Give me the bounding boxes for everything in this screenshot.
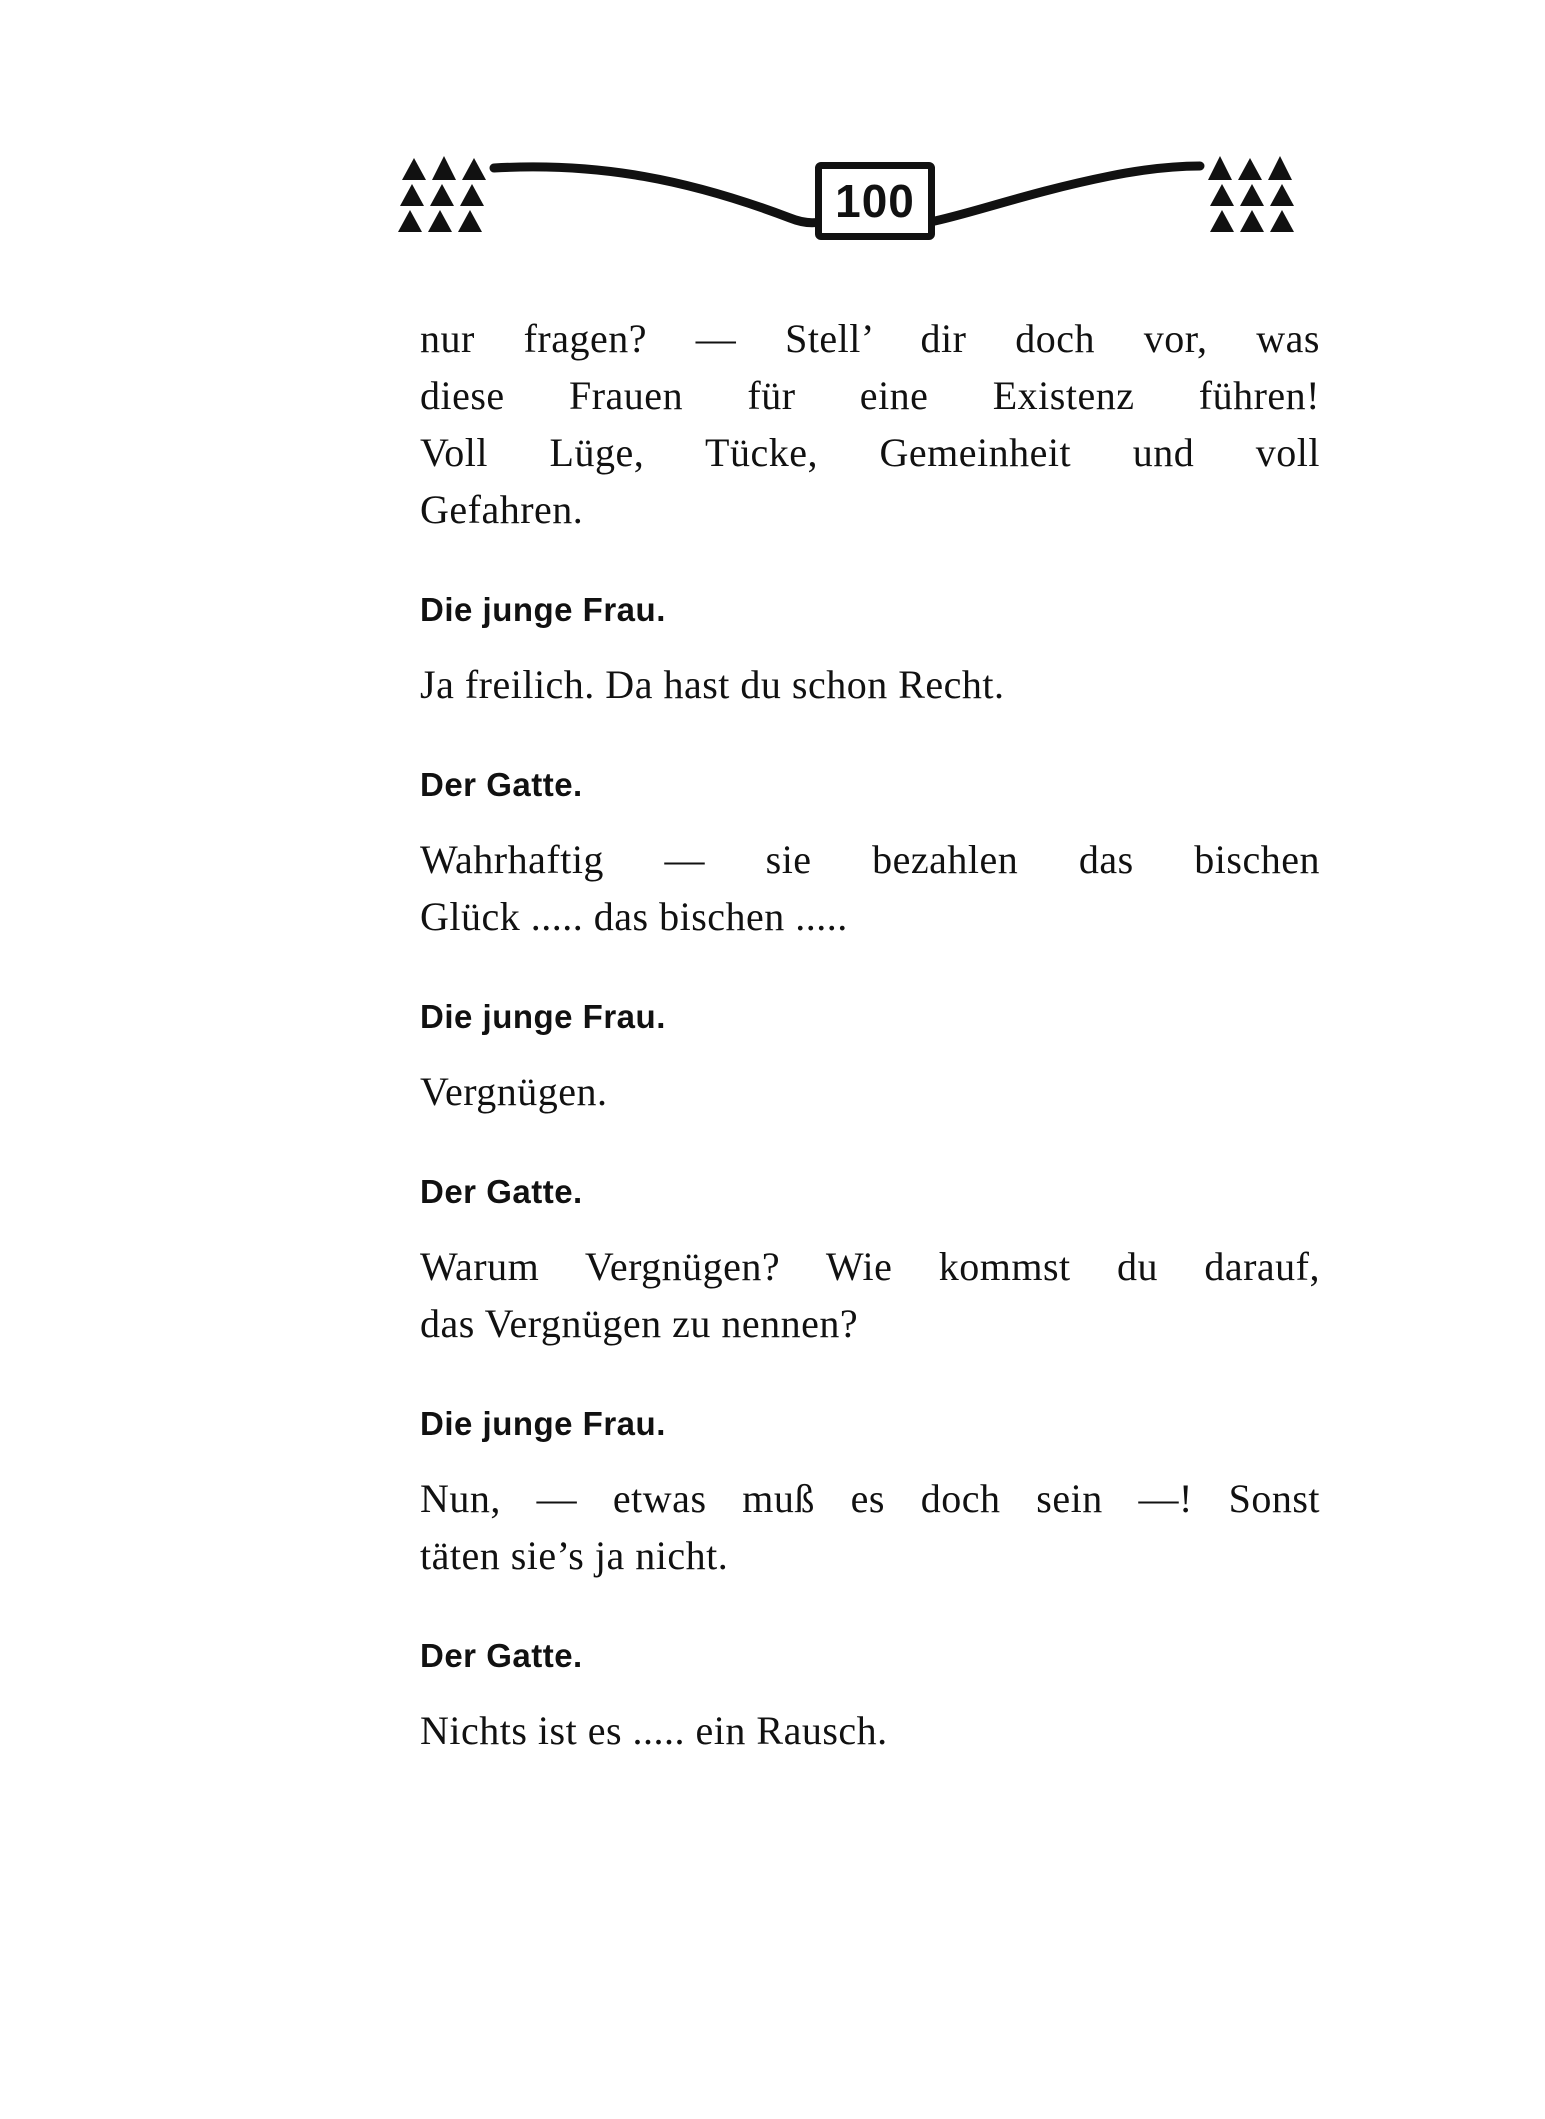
page-body	[420, 310, 1320, 1759]
text-line: Wahrhaftig — sie bezahlen das bischen	[420, 837, 1320, 882]
opening-paragraph	[420, 310, 1320, 538]
text-line: nur fragen? — Stell’ dir doch vor, was	[420, 316, 1320, 361]
text-line: Glück ..... das bischen .....	[420, 894, 848, 939]
text-line: das Vergnügen zu nennen?	[420, 1301, 859, 1346]
speaker-name: Der Gatte.	[420, 766, 583, 803]
speaker-name: Der Gatte.	[420, 1637, 583, 1674]
text-line: Warum Vergnügen? Wie kommst du darauf,	[420, 1244, 1320, 1289]
speaker-name: Die junge Frau.	[420, 998, 666, 1035]
speech-paragraph	[420, 1702, 1320, 1759]
text-line: Vergnügen.	[420, 1069, 608, 1114]
page-number: 100	[835, 175, 915, 227]
speech-paragraph	[420, 656, 1320, 713]
speech-paragraph	[420, 1238, 1320, 1352]
text-line: Ja freilich. Da hast du schon Recht.	[420, 662, 1005, 707]
text-line: Voll Lüge, Tücke, Gemeinheit und voll	[420, 430, 1320, 475]
speaker-name: Die junge Frau.	[420, 1405, 666, 1442]
speaker-name: Die junge Frau.	[420, 591, 666, 628]
text-line: täten sie’s ja nicht.	[420, 1533, 729, 1578]
text-line: diese Frauen für eine Existenz führen!	[420, 373, 1320, 418]
text-line: Nichts ist es ..... ein Rausch.	[420, 1708, 888, 1753]
speech-paragraph	[420, 831, 1320, 945]
speech-paragraph	[420, 1470, 1320, 1584]
text-line: Nun, — etwas muß es doch sein —! Sonst	[420, 1476, 1320, 1521]
text-line: Gefahren.	[420, 487, 584, 532]
speech-paragraph	[420, 1063, 1320, 1120]
page-number-box	[815, 162, 935, 240]
speaker-name: Der Gatte.	[420, 1173, 583, 1210]
page-header	[390, 140, 1360, 260]
